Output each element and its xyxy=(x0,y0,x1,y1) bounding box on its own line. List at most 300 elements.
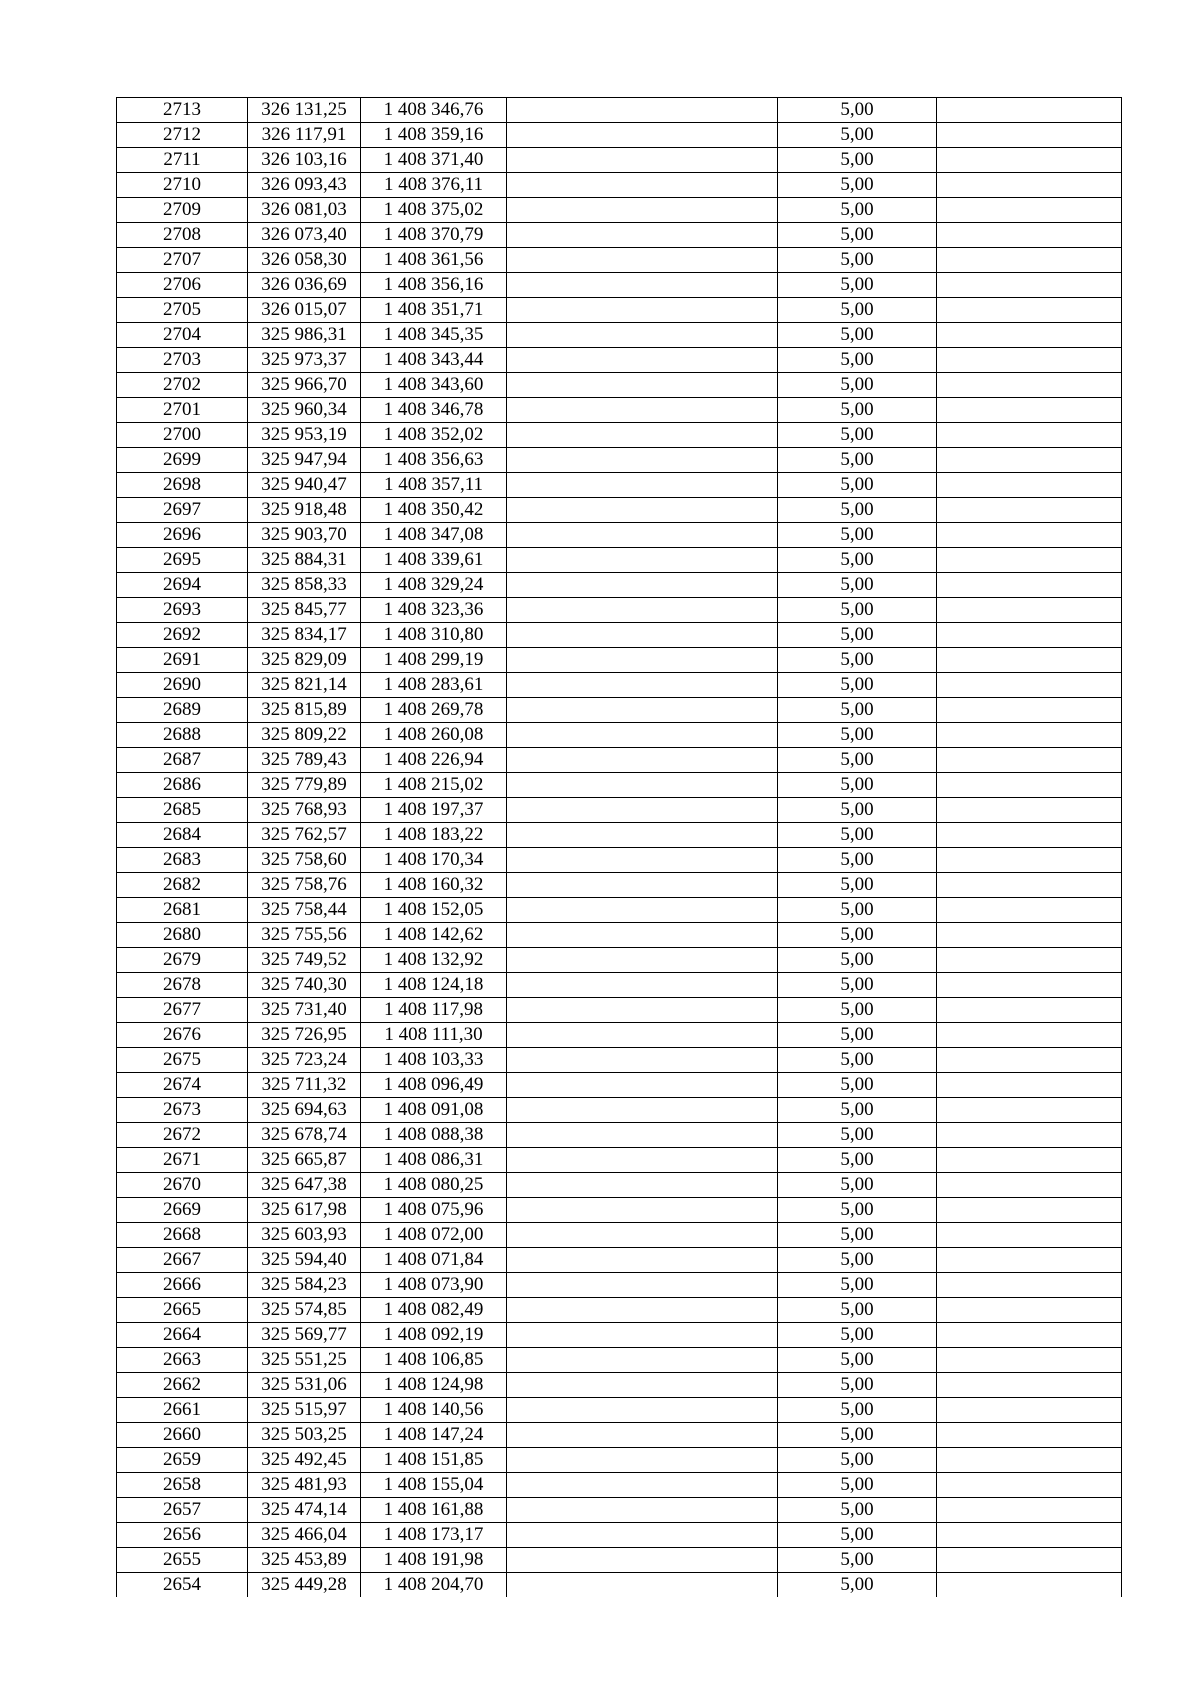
empty-cell xyxy=(507,1148,778,1173)
empty-cell xyxy=(507,198,778,223)
table-row xyxy=(117,198,1122,223)
empty-cell xyxy=(937,1173,1122,1198)
value-cell: 5,00 xyxy=(778,1498,937,1523)
value-cell: 5,00 xyxy=(778,1198,937,1223)
y-coordinate-cell: 1 408 092,19 xyxy=(361,1323,507,1348)
empty-cell xyxy=(937,1298,1122,1323)
empty-cell xyxy=(937,173,1122,198)
x-coordinate-cell: 326 073,40 xyxy=(248,223,361,248)
table-row xyxy=(117,1098,1122,1123)
empty-cell xyxy=(507,1373,778,1398)
y-coordinate-cell: 1 408 155,04 xyxy=(361,1473,507,1498)
y-coordinate-cell: 1 408 151,85 xyxy=(361,1448,507,1473)
point-number-cell: 2675 xyxy=(117,1048,248,1073)
table-row xyxy=(117,1423,1122,1448)
x-coordinate-cell: 326 131,25 xyxy=(248,98,361,123)
empty-cell xyxy=(937,573,1122,598)
empty-cell xyxy=(507,123,778,148)
empty-cell xyxy=(507,323,778,348)
x-coordinate-cell: 325 858,33 xyxy=(248,573,361,598)
value-cell: 5,00 xyxy=(778,148,937,173)
value-cell: 5,00 xyxy=(778,1523,937,1548)
value-cell: 5,00 xyxy=(778,798,937,823)
table-row xyxy=(117,1498,1122,1523)
empty-cell xyxy=(937,423,1122,448)
value-cell: 5,00 xyxy=(778,1023,937,1048)
y-coordinate-cell: 1 408 350,42 xyxy=(361,498,507,523)
empty-cell xyxy=(507,798,778,823)
table-row xyxy=(117,998,1122,1023)
x-coordinate-cell: 325 758,44 xyxy=(248,898,361,923)
empty-cell xyxy=(507,873,778,898)
value-cell: 5,00 xyxy=(778,248,937,273)
empty-cell xyxy=(937,698,1122,723)
point-number-cell: 2706 xyxy=(117,273,248,298)
point-number-cell: 2701 xyxy=(117,398,248,423)
empty-cell xyxy=(507,1398,778,1423)
value-cell: 5,00 xyxy=(778,1548,937,1573)
x-coordinate-cell: 325 789,43 xyxy=(248,748,361,773)
table-row xyxy=(117,523,1122,548)
point-number-cell: 2673 xyxy=(117,1098,248,1123)
point-number-cell: 2663 xyxy=(117,1348,248,1373)
value-cell: 5,00 xyxy=(778,848,937,873)
empty-cell xyxy=(507,1323,778,1348)
point-number-cell: 2700 xyxy=(117,423,248,448)
value-cell: 5,00 xyxy=(778,598,937,623)
x-coordinate-cell: 325 453,89 xyxy=(248,1548,361,1573)
point-number-cell: 2680 xyxy=(117,923,248,948)
y-coordinate-cell: 1 408 170,34 xyxy=(361,848,507,873)
y-coordinate-cell: 1 408 072,00 xyxy=(361,1223,507,1248)
y-coordinate-cell: 1 408 086,31 xyxy=(361,1148,507,1173)
point-number-cell: 2684 xyxy=(117,823,248,848)
table-row xyxy=(117,348,1122,373)
value-cell: 5,00 xyxy=(778,548,937,573)
empty-cell xyxy=(507,473,778,498)
x-coordinate-cell: 325 569,77 xyxy=(248,1323,361,1348)
x-coordinate-cell: 325 515,97 xyxy=(248,1398,361,1423)
table-row xyxy=(117,398,1122,423)
empty-cell xyxy=(507,748,778,773)
value-cell: 5,00 xyxy=(778,723,937,748)
y-coordinate-cell: 1 408 260,08 xyxy=(361,723,507,748)
value-cell: 5,00 xyxy=(778,1098,937,1123)
empty-cell xyxy=(937,1498,1122,1523)
x-coordinate-cell: 325 594,40 xyxy=(248,1248,361,1273)
value-cell: 5,00 xyxy=(778,398,937,423)
point-number-cell: 2662 xyxy=(117,1373,248,1398)
point-number-cell: 2664 xyxy=(117,1323,248,1348)
y-coordinate-cell: 1 408 376,11 xyxy=(361,173,507,198)
y-coordinate-cell: 1 408 215,02 xyxy=(361,773,507,798)
point-number-cell: 2670 xyxy=(117,1173,248,1198)
empty-cell xyxy=(507,348,778,373)
empty-cell xyxy=(937,748,1122,773)
value-cell: 5,00 xyxy=(778,1248,937,1273)
point-number-cell: 2682 xyxy=(117,873,248,898)
value-cell: 5,00 xyxy=(778,298,937,323)
table-row xyxy=(117,823,1122,848)
empty-cell xyxy=(937,323,1122,348)
empty-cell xyxy=(937,1248,1122,1273)
y-coordinate-cell: 1 408 088,38 xyxy=(361,1123,507,1148)
table-row xyxy=(117,498,1122,523)
empty-cell xyxy=(937,473,1122,498)
empty-cell xyxy=(937,198,1122,223)
empty-cell xyxy=(507,548,778,573)
x-coordinate-cell: 325 647,38 xyxy=(248,1173,361,1198)
empty-cell xyxy=(937,848,1122,873)
point-number-cell: 2707 xyxy=(117,248,248,273)
empty-cell xyxy=(507,498,778,523)
empty-cell xyxy=(937,1273,1122,1298)
empty-cell xyxy=(507,648,778,673)
point-number-cell: 2709 xyxy=(117,198,248,223)
empty-cell xyxy=(507,673,778,698)
empty-cell xyxy=(937,923,1122,948)
y-coordinate-cell: 1 408 283,61 xyxy=(361,673,507,698)
value-cell: 5,00 xyxy=(778,823,937,848)
table-row xyxy=(117,1323,1122,1348)
point-number-cell: 2671 xyxy=(117,1148,248,1173)
y-coordinate-cell: 1 408 152,05 xyxy=(361,898,507,923)
empty-cell xyxy=(937,1198,1122,1223)
x-coordinate-cell: 325 466,04 xyxy=(248,1523,361,1548)
empty-cell xyxy=(507,1573,778,1598)
x-coordinate-cell: 325 755,56 xyxy=(248,923,361,948)
x-coordinate-cell: 325 947,94 xyxy=(248,448,361,473)
point-number-cell: 2657 xyxy=(117,1498,248,1523)
empty-cell xyxy=(937,873,1122,898)
table-row xyxy=(117,898,1122,923)
value-cell: 5,00 xyxy=(778,1148,937,1173)
empty-cell xyxy=(507,623,778,648)
point-number-cell: 2705 xyxy=(117,298,248,323)
table-row xyxy=(117,948,1122,973)
point-number-cell: 2685 xyxy=(117,798,248,823)
table-row xyxy=(117,123,1122,148)
x-coordinate-cell: 325 758,76 xyxy=(248,873,361,898)
table-row xyxy=(117,1173,1122,1198)
x-coordinate-cell: 325 492,45 xyxy=(248,1448,361,1473)
empty-cell xyxy=(507,1273,778,1298)
table-row xyxy=(117,1573,1122,1598)
value-cell: 5,00 xyxy=(778,1348,937,1373)
y-coordinate-cell: 1 408 082,49 xyxy=(361,1298,507,1323)
point-number-cell: 2683 xyxy=(117,848,248,873)
table-row xyxy=(117,623,1122,648)
x-coordinate-cell: 325 694,63 xyxy=(248,1098,361,1123)
value-cell: 5,00 xyxy=(778,948,937,973)
value-cell: 5,00 xyxy=(778,673,937,698)
point-number-cell: 2659 xyxy=(117,1448,248,1473)
table-row xyxy=(117,1223,1122,1248)
table-row xyxy=(117,848,1122,873)
x-coordinate-cell: 325 531,06 xyxy=(248,1373,361,1398)
point-number-cell: 2686 xyxy=(117,773,248,798)
x-coordinate-cell: 325 762,57 xyxy=(248,823,361,848)
empty-cell xyxy=(937,1398,1122,1423)
table-row xyxy=(117,598,1122,623)
value-cell: 5,00 xyxy=(778,373,937,398)
x-coordinate-cell: 325 809,22 xyxy=(248,723,361,748)
y-coordinate-cell: 1 408 124,98 xyxy=(361,1373,507,1398)
empty-cell xyxy=(937,548,1122,573)
table-row xyxy=(117,1398,1122,1423)
point-number-cell: 2658 xyxy=(117,1473,248,1498)
empty-cell xyxy=(937,373,1122,398)
empty-cell xyxy=(507,98,778,123)
y-coordinate-cell: 1 408 356,16 xyxy=(361,273,507,298)
y-coordinate-cell: 1 408 075,96 xyxy=(361,1198,507,1223)
empty-cell xyxy=(937,948,1122,973)
value-cell: 5,00 xyxy=(778,1298,937,1323)
empty-cell xyxy=(937,1473,1122,1498)
y-coordinate-cell: 1 408 161,88 xyxy=(361,1498,507,1523)
value-cell: 5,00 xyxy=(778,523,937,548)
y-coordinate-cell: 1 408 096,49 xyxy=(361,1073,507,1098)
empty-cell xyxy=(937,1073,1122,1098)
value-cell: 5,00 xyxy=(778,1073,937,1098)
empty-cell xyxy=(937,973,1122,998)
x-coordinate-cell: 325 986,31 xyxy=(248,323,361,348)
point-number-cell: 2656 xyxy=(117,1523,248,1548)
x-coordinate-cell: 325 953,19 xyxy=(248,423,361,448)
empty-cell xyxy=(507,1548,778,1573)
table-row xyxy=(117,1473,1122,1498)
value-cell: 5,00 xyxy=(778,698,937,723)
value-cell: 5,00 xyxy=(778,873,937,898)
x-coordinate-cell: 325 815,89 xyxy=(248,698,361,723)
x-coordinate-cell: 325 960,34 xyxy=(248,398,361,423)
table-row xyxy=(117,1348,1122,1373)
x-coordinate-cell: 325 481,93 xyxy=(248,1473,361,1498)
value-cell: 5,00 xyxy=(778,748,937,773)
value-cell: 5,00 xyxy=(778,973,937,998)
empty-cell xyxy=(507,298,778,323)
x-coordinate-cell: 325 845,77 xyxy=(248,598,361,623)
value-cell: 5,00 xyxy=(778,1398,937,1423)
table-row xyxy=(117,548,1122,573)
value-cell: 5,00 xyxy=(778,223,937,248)
value-cell: 5,00 xyxy=(778,1173,937,1198)
point-number-cell: 2711 xyxy=(117,148,248,173)
x-coordinate-cell: 325 474,14 xyxy=(248,1498,361,1523)
value-cell: 5,00 xyxy=(778,448,937,473)
empty-cell xyxy=(507,1198,778,1223)
empty-cell xyxy=(937,223,1122,248)
y-coordinate-cell: 1 408 147,24 xyxy=(361,1423,507,1448)
empty-cell xyxy=(507,598,778,623)
point-number-cell: 2697 xyxy=(117,498,248,523)
empty-cell xyxy=(507,1423,778,1448)
table-row xyxy=(117,423,1122,448)
empty-cell xyxy=(937,648,1122,673)
point-number-cell: 2681 xyxy=(117,898,248,923)
empty-cell xyxy=(507,823,778,848)
empty-cell xyxy=(507,998,778,1023)
point-number-cell: 2704 xyxy=(117,323,248,348)
y-coordinate-cell: 1 408 339,61 xyxy=(361,548,507,573)
empty-cell xyxy=(507,973,778,998)
y-coordinate-cell: 1 408 160,32 xyxy=(361,873,507,898)
point-number-cell: 2669 xyxy=(117,1198,248,1223)
table-body xyxy=(117,98,1122,1598)
empty-cell xyxy=(507,698,778,723)
empty-cell xyxy=(507,248,778,273)
value-cell: 5,00 xyxy=(778,1423,937,1448)
empty-cell xyxy=(507,1448,778,1473)
empty-cell xyxy=(937,1223,1122,1248)
y-coordinate-cell: 1 408 323,36 xyxy=(361,598,507,623)
empty-cell xyxy=(937,1098,1122,1123)
empty-cell xyxy=(937,598,1122,623)
value-cell: 5,00 xyxy=(778,173,937,198)
empty-cell xyxy=(937,623,1122,648)
value-cell: 5,00 xyxy=(778,1573,937,1598)
empty-cell xyxy=(937,1423,1122,1448)
x-coordinate-cell: 325 918,48 xyxy=(248,498,361,523)
x-coordinate-cell: 325 449,28 xyxy=(248,1573,361,1598)
y-coordinate-cell: 1 408 080,25 xyxy=(361,1173,507,1198)
x-coordinate-cell: 325 740,30 xyxy=(248,973,361,998)
value-cell: 5,00 xyxy=(778,473,937,498)
x-coordinate-cell: 325 603,93 xyxy=(248,1223,361,1248)
value-cell: 5,00 xyxy=(778,648,937,673)
empty-cell xyxy=(937,273,1122,298)
y-coordinate-cell: 1 408 346,78 xyxy=(361,398,507,423)
empty-cell xyxy=(937,98,1122,123)
x-coordinate-cell: 325 749,52 xyxy=(248,948,361,973)
y-coordinate-cell: 1 408 204,70 xyxy=(361,1573,507,1598)
value-cell: 5,00 xyxy=(778,273,937,298)
empty-cell xyxy=(937,798,1122,823)
empty-cell xyxy=(937,1573,1122,1598)
value-cell: 5,00 xyxy=(778,323,937,348)
table-row xyxy=(117,1523,1122,1548)
point-number-cell: 2698 xyxy=(117,473,248,498)
empty-cell xyxy=(937,398,1122,423)
value-cell: 5,00 xyxy=(778,98,937,123)
point-number-cell: 2703 xyxy=(117,348,248,373)
y-coordinate-cell: 1 408 356,63 xyxy=(361,448,507,473)
empty-cell xyxy=(937,823,1122,848)
point-number-cell: 2692 xyxy=(117,623,248,648)
empty-cell xyxy=(937,1348,1122,1373)
empty-cell xyxy=(507,1073,778,1098)
y-coordinate-cell: 1 408 140,56 xyxy=(361,1398,507,1423)
x-coordinate-cell: 325 711,32 xyxy=(248,1073,361,1098)
point-number-cell: 2676 xyxy=(117,1023,248,1048)
table-row xyxy=(117,248,1122,273)
x-coordinate-cell: 325 973,37 xyxy=(248,348,361,373)
x-coordinate-cell: 325 940,47 xyxy=(248,473,361,498)
y-coordinate-cell: 1 408 329,24 xyxy=(361,573,507,598)
value-cell: 5,00 xyxy=(778,348,937,373)
y-coordinate-cell: 1 408 343,60 xyxy=(361,373,507,398)
empty-cell xyxy=(937,498,1122,523)
empty-cell xyxy=(507,1173,778,1198)
x-coordinate-cell: 325 966,70 xyxy=(248,373,361,398)
point-number-cell: 2693 xyxy=(117,598,248,623)
y-coordinate-cell: 1 408 361,56 xyxy=(361,248,507,273)
y-coordinate-cell: 1 408 132,92 xyxy=(361,948,507,973)
point-number-cell: 2679 xyxy=(117,948,248,973)
table-row xyxy=(117,973,1122,998)
y-coordinate-cell: 1 408 269,78 xyxy=(361,698,507,723)
empty-cell xyxy=(507,573,778,598)
y-coordinate-cell: 1 408 124,18 xyxy=(361,973,507,998)
y-coordinate-cell: 1 408 347,08 xyxy=(361,523,507,548)
point-number-cell: 2694 xyxy=(117,573,248,598)
table-row xyxy=(117,698,1122,723)
empty-cell xyxy=(507,1348,778,1373)
empty-cell xyxy=(937,1023,1122,1048)
empty-cell xyxy=(937,348,1122,373)
empty-cell xyxy=(507,1523,778,1548)
x-coordinate-cell: 325 758,60 xyxy=(248,848,361,873)
point-number-cell: 2696 xyxy=(117,523,248,548)
empty-cell xyxy=(937,248,1122,273)
value-cell: 5,00 xyxy=(778,1448,937,1473)
x-coordinate-cell: 325 779,89 xyxy=(248,773,361,798)
x-coordinate-cell: 325 551,25 xyxy=(248,1348,361,1373)
x-coordinate-cell: 325 723,24 xyxy=(248,1048,361,1073)
empty-cell xyxy=(937,1523,1122,1548)
x-coordinate-cell: 325 829,09 xyxy=(248,648,361,673)
empty-cell xyxy=(507,273,778,298)
y-coordinate-cell: 1 408 226,94 xyxy=(361,748,507,773)
empty-cell xyxy=(507,1023,778,1048)
table-row xyxy=(117,873,1122,898)
table-row xyxy=(117,298,1122,323)
point-number-cell: 2677 xyxy=(117,998,248,1023)
point-number-cell: 2699 xyxy=(117,448,248,473)
value-cell: 5,00 xyxy=(778,773,937,798)
x-coordinate-cell: 325 768,93 xyxy=(248,798,361,823)
point-number-cell: 2712 xyxy=(117,123,248,148)
x-coordinate-cell: 326 015,07 xyxy=(248,298,361,323)
table-row xyxy=(117,648,1122,673)
empty-cell xyxy=(937,1373,1122,1398)
x-coordinate-cell: 325 834,17 xyxy=(248,623,361,648)
table-row xyxy=(117,573,1122,598)
point-number-cell: 2654 xyxy=(117,1573,248,1598)
table-row xyxy=(117,798,1122,823)
table-row xyxy=(117,1298,1122,1323)
empty-cell xyxy=(507,448,778,473)
empty-cell xyxy=(507,1248,778,1273)
x-coordinate-cell: 325 726,95 xyxy=(248,1023,361,1048)
point-number-cell: 2668 xyxy=(117,1223,248,1248)
empty-cell xyxy=(937,1048,1122,1073)
table-row xyxy=(117,1073,1122,1098)
x-coordinate-cell: 326 117,91 xyxy=(248,123,361,148)
y-coordinate-cell: 1 408 091,08 xyxy=(361,1098,507,1123)
empty-cell xyxy=(937,723,1122,748)
table-row xyxy=(117,1198,1122,1223)
empty-cell xyxy=(937,1148,1122,1173)
value-cell: 5,00 xyxy=(778,573,937,598)
empty-cell xyxy=(507,1498,778,1523)
table-row xyxy=(117,673,1122,698)
x-coordinate-cell: 325 665,87 xyxy=(248,1148,361,1173)
x-coordinate-cell: 325 584,23 xyxy=(248,1273,361,1298)
table-row xyxy=(117,273,1122,298)
empty-cell xyxy=(507,1048,778,1073)
y-coordinate-cell: 1 408 197,37 xyxy=(361,798,507,823)
